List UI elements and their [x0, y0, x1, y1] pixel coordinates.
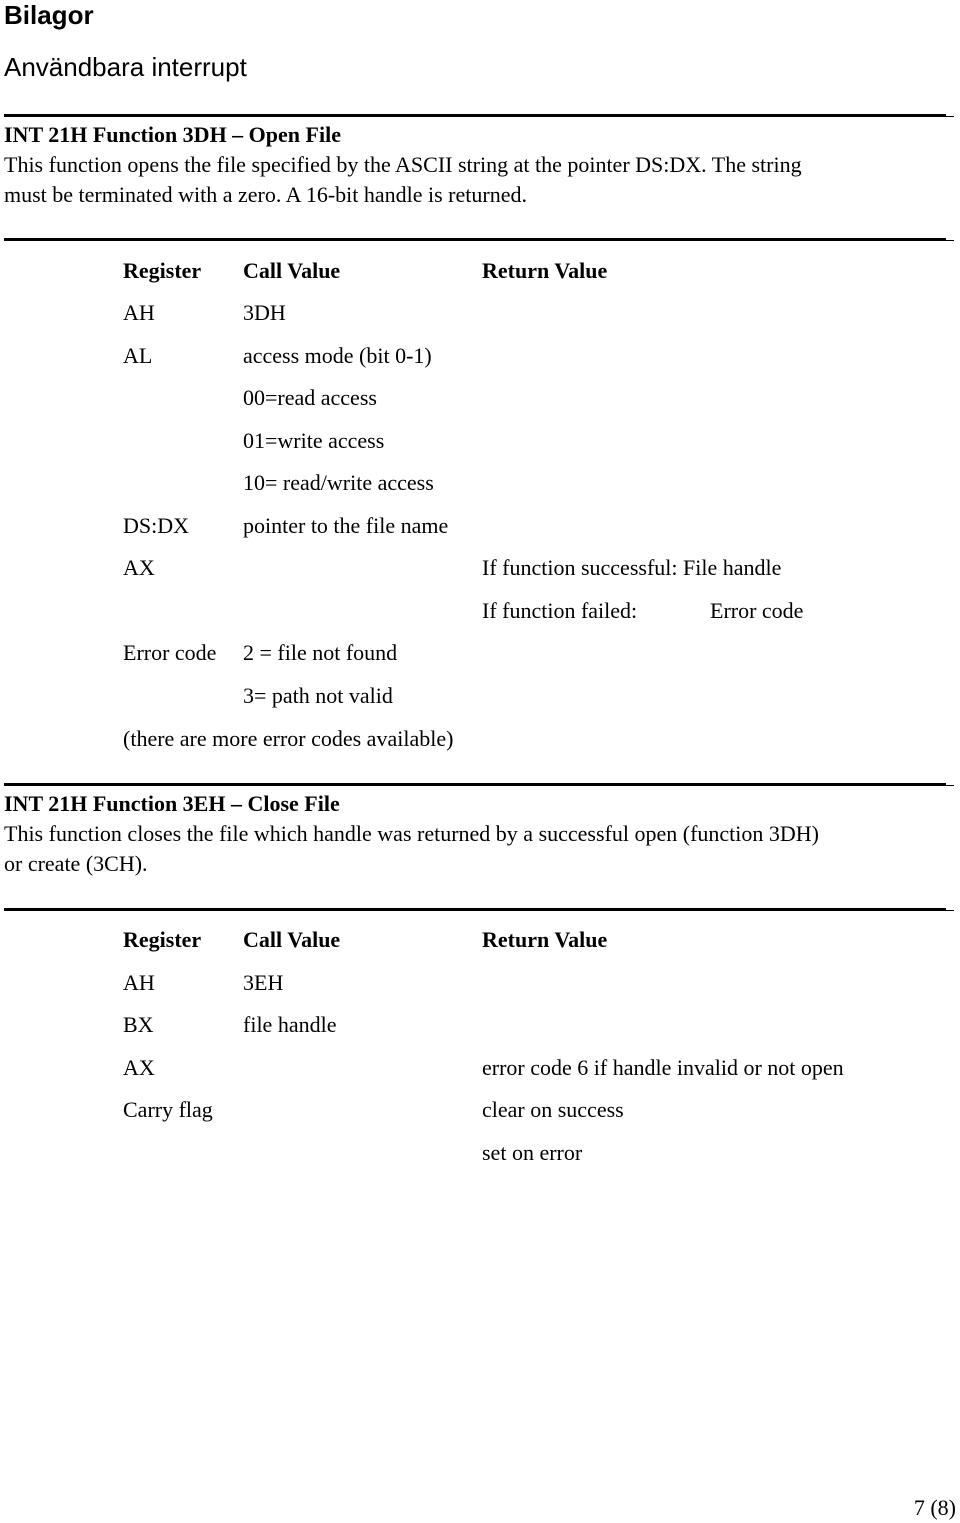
table-cell: 3DH — [243, 300, 286, 325]
table-cell: set on error — [482, 1140, 583, 1165]
section-description-line: This function closes the file which handle was returned by a successful open (function 3DH) — [4, 821, 819, 846]
section-heading: INT 21H Function 3DH – Open File — [4, 122, 341, 147]
column-header-call-value: Call Value — [243, 258, 341, 283]
table-cell: Error code — [710, 598, 804, 623]
column-header-call-value: Call Value — [243, 927, 341, 952]
table-cell: error code 6 if handle invalid or not open — [482, 1055, 844, 1080]
section-description-line: must be terminated with a zero. A 16-bit handle is returned. — [4, 182, 527, 207]
table-cell: 3EH — [243, 970, 284, 995]
table-top-rule — [4, 908, 946, 911]
table-cell: 2 = file not found — [243, 640, 398, 665]
table-cell: If function successful: File handle — [482, 555, 782, 580]
table-cell: If function failed: — [482, 598, 638, 623]
table-cell: access mode (bit 0-1) — [243, 343, 432, 368]
page-number: 7 (8) — [913, 1495, 956, 1520]
column-header-return-value: Return Value — [482, 927, 608, 952]
section-divider — [4, 114, 946, 117]
section-description-line: This function opens the file specified by the ASCII string at the pointer DS:DX. The string — [4, 152, 802, 177]
column-header-register: Register — [123, 927, 202, 952]
table-cell: AX — [123, 555, 155, 580]
table-cell: BX — [123, 1012, 154, 1037]
section-heading: INT 21H Function 3EH – Close File — [4, 791, 340, 816]
table-cell: Error code — [123, 640, 217, 665]
table-cell: AH — [123, 970, 155, 995]
table-cell: DS:DX — [123, 513, 190, 538]
table-cell: file handle — [243, 1012, 337, 1037]
table-cell: 01=write access — [243, 428, 385, 453]
column-header-return-value: Return Value — [482, 258, 608, 283]
page-subtitle: Användbara interrupt — [4, 52, 247, 82]
section-description-line: or create (3CH). — [4, 851, 148, 876]
page-title: Bilagor — [4, 0, 94, 30]
section-divider — [4, 783, 946, 786]
table-note: (there are more error codes available) — [123, 726, 454, 751]
column-header-register: Register — [123, 258, 202, 283]
table-cell: AL — [123, 343, 153, 368]
table-cell: 10= read/write access — [243, 470, 434, 495]
table-cell: 00=read access — [243, 385, 377, 410]
table-cell: clear on success — [482, 1097, 624, 1122]
table-cell: AH — [123, 300, 155, 325]
table-cell: 3= path not valid — [243, 683, 393, 708]
table-top-rule — [4, 238, 946, 241]
table-cell: AX — [123, 1055, 155, 1080]
table-cell: Carry flag — [123, 1097, 213, 1122]
table-cell: pointer to the file name — [243, 513, 449, 538]
